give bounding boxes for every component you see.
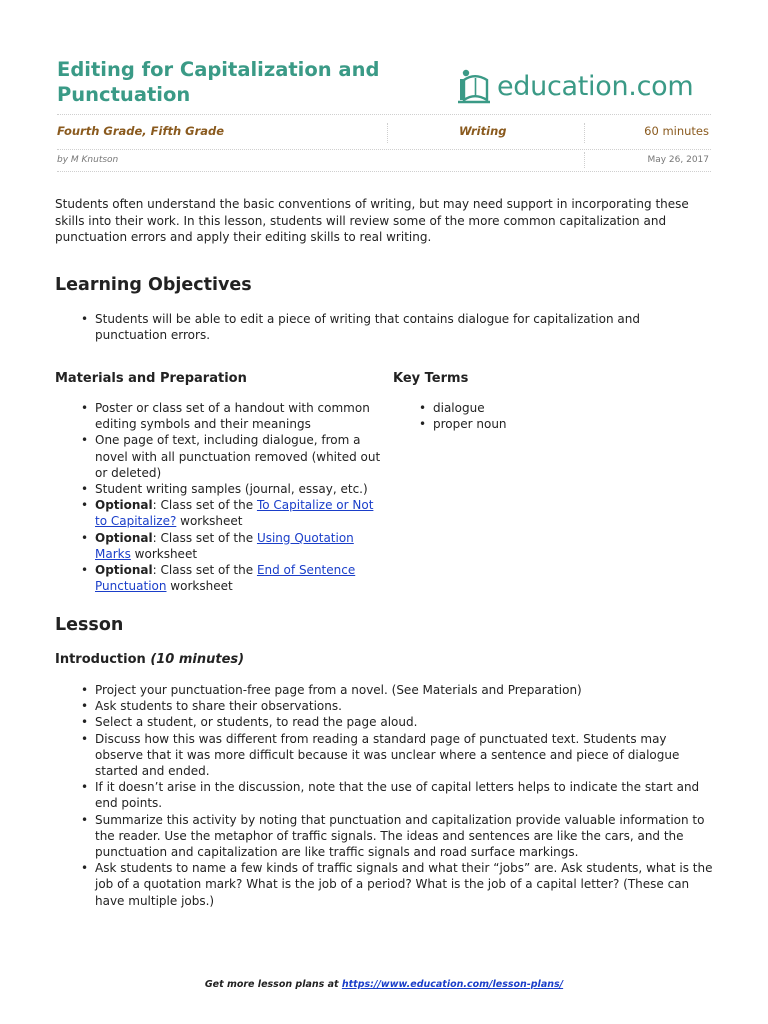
logo-text: education.com xyxy=(497,70,694,102)
subject: Writing xyxy=(459,124,507,138)
publish-date: May 26, 2017 xyxy=(647,155,709,165)
optional-label: Optional xyxy=(95,530,153,545)
list-item: • dialogue xyxy=(415,400,695,416)
education-logo[interactable] xyxy=(455,66,693,106)
capitalize-worksheet-link[interactable]: To Capitalize or Not to Capitalize? xyxy=(95,498,374,529)
key-terms-heading: Key Terms xyxy=(393,371,469,386)
list-item: • Select a student, or students, to read the page aloud. xyxy=(77,714,717,730)
list-item: • proper noun xyxy=(415,416,695,432)
author: by M Knutson xyxy=(57,155,119,165)
introduction-heading: Introduction (10 minutes) xyxy=(55,652,245,667)
grade-level: Fourth Grade, Fifth Grade xyxy=(57,124,225,138)
materials-list xyxy=(77,400,382,594)
list-item: • Summarize this activity by noting that punctuation and capitalization provide valuable information to the reader. Use the metaphor of traffic signals. The ideas and sentences are like the cars, and the punctuation and capitalization are like traffic signals and road surface markings. xyxy=(77,812,717,861)
lesson-heading: Lesson xyxy=(55,615,124,635)
divider xyxy=(584,152,585,168)
list-item: • Optional: Class set of the Using Quotation Marks worksheet xyxy=(77,530,382,562)
divider xyxy=(584,123,585,143)
list-item: • Optional: Class set of the End of Sentence Punctuation worksheet xyxy=(77,562,382,594)
lesson-byline xyxy=(57,150,711,172)
optional-label: Optional xyxy=(95,498,153,513)
lesson-meta xyxy=(57,114,711,150)
list-item: • Ask students to name a few kinds of traffic signals and what their “jobs” are. Ask students, what is the job of a quotation mark? What is the job of a period? What is the job of a capital letter? (These can have multiple jobs.) xyxy=(77,860,717,909)
list-item: • Students will be able to edit a piece of writing that contains dialogue for capitalization and punctuation errors. xyxy=(77,311,712,343)
optional-label: Optional xyxy=(95,563,153,578)
objectives-heading: Learning Objectives xyxy=(55,275,252,295)
list-item: • Ask students to share their observations. xyxy=(77,698,717,714)
objectives-list xyxy=(77,311,712,343)
materials-heading: Materials and Preparation xyxy=(55,371,247,386)
list-item: • One page of text, including dialogue, from a novel with all punctuation removed (whited out or deleted) xyxy=(77,432,382,481)
list-item: • Project your punctuation-free page from a novel. (See Materials and Preparation) xyxy=(77,682,717,698)
quotation-marks-worksheet-link[interactable]: Using Quotation Marks xyxy=(95,530,354,561)
key-terms-list xyxy=(415,400,695,432)
footer: Get more lesson plans at https://www.education.com/lesson-plans/ xyxy=(204,979,564,990)
intro-paragraph: Students often understand the basic conventions of writing, but may need support in incorporating these skills into their work. In this lesson, students will review some of the more common capitalization and punctuation errors and apply their editing skills to real writing. xyxy=(55,197,689,244)
lesson-steps-list xyxy=(77,682,717,909)
divider xyxy=(387,123,388,143)
list-item: • If it doesn’t arise in the discussion, note that the use of capital letters helps to indicate the start and end points. xyxy=(77,779,717,811)
list-item: • Student writing samples (journal, essay, etc.) xyxy=(77,481,382,497)
duration: 60 minutes xyxy=(644,124,709,138)
end-punctuation-worksheet-link[interactable]: End of Sentence Punctuation xyxy=(95,563,356,594)
list-item: • Poster or class set of a handout with common editing symbols and their meanings xyxy=(77,400,382,432)
book-reader-icon xyxy=(455,68,495,104)
list-item: • Optional: Class set of the To Capitalize or Not to Capitalize? worksheet xyxy=(77,497,382,529)
lesson-plans-link[interactable]: https://www.education.com/lesson-plans/ xyxy=(341,979,564,990)
list-item: • Discuss how this was different from reading a standard page of punctuated text. Students may observe that it was more difficult because it was unclear where a sentence and piece of dialogue started and ended. xyxy=(77,731,717,780)
page-title: Editing for Capitalization and Punctuation xyxy=(57,58,380,106)
